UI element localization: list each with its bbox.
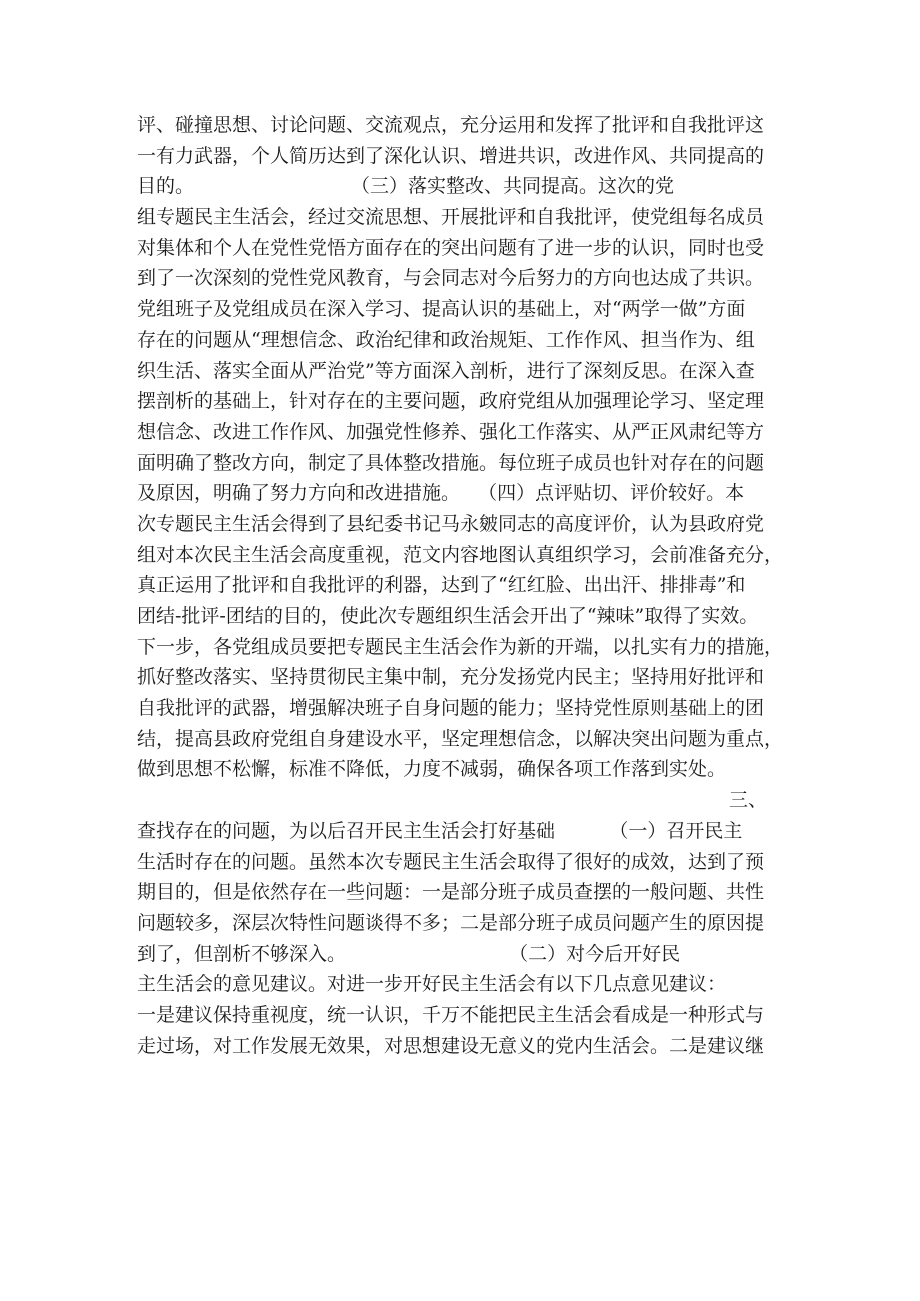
text-line-21: 结，提高县政府党组自身建设水平，坚定理想信念，以解决突出问题为重点， [137,727,784,750]
section-heading-three: 三、 [728,789,767,812]
text-line-28: 到了，但剖析不够深入。 （二）对今后开好民 [137,942,681,965]
text-line-31: 走过场，对工作发展无效果，对思想建设无意义的党内生活会。二是建议继 [137,1034,765,1057]
text-line-13: 及原因，明确了努力方向和改进措施。 （四）点评贴切、评价较好。本 [137,482,745,505]
body-text [137,110,797,1061]
text-line-18: 下一步，各党组成员要把专题民主生活会作为新的开端，以扎实有力的措施， [137,635,784,658]
text-line-22: 做到思想不松懈，标准不降低，力度不减弱，确保各项工作落到实处。 [137,758,727,781]
text-line-4: 组专题民主生活会，经过交流思想、开展批评和自我批评，使党组每名成员 [137,206,765,229]
text-line-2: 一有力武器，个人简历达到了深化认识、增进共识，改进作风、共同提高的 [137,144,765,167]
text-line-7: 党组班子及党组成员在深入学习、提高认识的基础上，对“两学一做”方面 [137,298,746,321]
text-line-15: 组对本次民主生活会高度重视，范文内容地图认真组织学习，会前准备充分， [137,543,784,566]
text-line-20: 自我批评的武器，增强解决班子自身问题的能力；坚持党性原则基础上的团 [137,697,765,720]
text-line-19: 抓好整改落实、坚持贯彻民主集中制，充分发扬党内民主；坚持用好批评和 [137,666,765,689]
text-line-6: 到了一次深刻的党性党风教育，与会同志对今后努力的方向也达成了共识。 [137,267,765,290]
text-line-30: 一是建议保持重视度，统一认识，千万不能把民主生活会看成是一种形式与 [137,1003,765,1026]
text-line-8: 存在的问题从“理想信念、政治纪律和政治规矩、工作作风、担当作为、组 [137,328,755,351]
text-line-17: 团结-批评-团结的目的，使此次专题组织生活会开出了“辣味”取得了实效。 [137,605,759,627]
text-line-27: 问题较多，深层次特性问题谈得不多；二是部分班子成员问题产生的原因提 [137,911,765,934]
text-line-5: 对集体和个人在党性党悟方面存在的突出问题有了进一步的认识，同时也受 [137,236,765,259]
text-line-1: 评、碰撞思想、讨论问题、交流观点，充分运用和发挥了批评和自我批评这 [137,114,765,136]
text-line-14: 次专题民主生活会得到了县纪委书记马永皴同志的高度评价，认为县政府党 [137,512,765,535]
text-line-10: 摆剖析的基础上，针对存在的主要问题，政府党组从加强理论学习、坚定理 [137,390,765,413]
text-line-26: 期目的，但是依然存在一些问题：一是部分班子成员查摆的一般问题、共性 [137,881,765,904]
text-line-24: 查找存在的问题，为以后召开民主生活会打好基础 （一）召开民主 [137,819,743,842]
text-line-16: 真正运用了批评和自我批评的利器，达到了“红红脸、出出汗、排排毒”和 [137,574,746,597]
text-line-12: 面明确了整改方向，制定了具体整改措施。每位班子成员也针对存在的问题 [137,451,765,474]
text-line-3: 目的。 （三）落实整改、共同提高。这次的党 [137,175,675,198]
text-line-25: 生活时存在的问题。虽然本次专题民主生活会取得了很好的成效，达到了预 [137,850,765,873]
text-line-11: 想信念、改进工作作风、加强党性修养、强化工作落实、从严正风肃纪等方 [137,420,765,443]
text-line-29: 主生活会的意见建议。对进一步开好民主生活会有以下几点意见建议： [137,973,727,996]
text-line-9: 织生活、落实全面从严治党”等方面深入剖析，进行了深刻反思。在深入查 [137,359,755,382]
